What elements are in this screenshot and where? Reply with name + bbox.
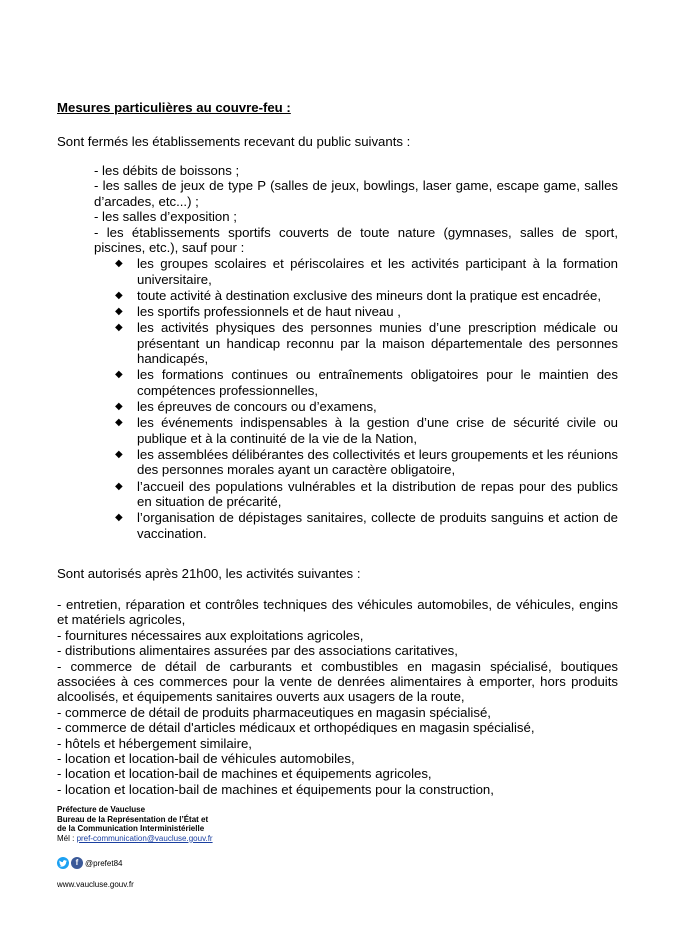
diamond-bullet-icon: ◆ — [115, 480, 123, 492]
closed-item: - les établissements sportifs couverts de toute nature (gymnases, salles de sport, piscines, etc.), sauf pour : — [94, 224, 618, 256]
diamond-bullet-icon: ◆ — [115, 306, 123, 318]
footer-bureau-line: de la Communication Interministérielle — [57, 824, 205, 834]
diamond-bullet-icon: ◆ — [115, 290, 123, 302]
footer-block — [57, 805, 213, 843]
section-heading: Mesures particulières au couvre-feu : — [57, 100, 291, 115]
twitter-icon[interactable] — [57, 857, 69, 869]
facebook-icon[interactable]: f — [71, 857, 83, 869]
authorized-item: - commerce de détail de carburants et combustibles en magasin spécialisé, boutiques associées à ces commerces pour la vente de denrées alimentaires à emporter, hors produits alcoolisés, et équipements sanitaires ouverts aux usagers de la route, — [57, 658, 618, 705]
exception-item: ◆ les activités physiques des personnes munies d’une prescription médicale ou présentant un handicap reconnu par la maison départementale des personnes handicapés, — [115, 320, 618, 367]
footer-bureau-line: Bureau de la Représentation de l’État et — [57, 814, 209, 824]
exception-item: ◆ les épreuves de concours ou d’examens, — [115, 399, 377, 415]
exception-item: ◆ l’accueil des populations vulnérables et la distribution de repas pour des publics en situation de précarité, — [115, 478, 618, 509]
authorized-item: - commerce de détail d'articles médicaux et orthopédiques en magasin spécialisé, — [57, 720, 535, 736]
social-row — [57, 857, 122, 869]
exception-item: ◆ les sportifs professionnels et de haut niveau , — [115, 304, 401, 320]
authorized-item: - entretien, réparation et contrôles techniques des véhicules automobiles, de véhicules, engins et matériels agricoles, — [57, 597, 618, 628]
exception-item: ◆ les formations continues ou entraînements obligatoires pour le maintien des compétences professionnelles, — [115, 367, 618, 398]
diamond-bullet-icon: ◆ — [115, 417, 123, 429]
mail-link[interactable]: pref-communication@vaucluse.gouv.fr — [76, 833, 213, 843]
exception-item: ◆ les événements indispensables à la gestion d’une crise de sécurité civile ou publique et à la continuité de la vie de la Nation, — [115, 415, 618, 446]
diamond-bullet-icon: ◆ — [115, 258, 123, 270]
footer-mail — [57, 834, 213, 844]
authorized-item: - fournitures nécessaires aux exploitations agricoles, — [57, 627, 364, 643]
closed-item: - les salles de jeux de type P (salles de jeux, bowlings, laser game, escape game, salles d’arcades, etc...) ; — [94, 178, 618, 209]
exception-list — [94, 256, 618, 540]
diamond-bullet-icon: ◆ — [115, 401, 123, 413]
exception-item: ◆ toute activité à destination exclusive des mineurs dont la pratique est encadrée, — [115, 288, 602, 304]
authorized-item: - commerce de détail de produits pharmaceutiques en magasin spécialisé, — [57, 704, 491, 720]
diamond-bullet-icon: ◆ — [115, 448, 123, 460]
diamond-bullet-icon: ◆ — [115, 322, 123, 334]
authorized-title: Sont autorisés après 21h00, les activités suivantes : — [57, 566, 361, 581]
social-handle[interactable]: @prefet84 — [85, 858, 123, 868]
closed-item: - les salles d’exposition ; — [94, 209, 237, 225]
footer-org: Préfecture de Vaucluse — [57, 805, 146, 814]
closed-list — [94, 163, 618, 541]
exception-item: ◆ l’organisation de dépistages sanitaires, collecte de produits sanguins et action de vaccination. — [115, 510, 618, 541]
authorized-item: - distributions alimentaires assurées par des associations caritatives, — [57, 643, 458, 659]
exception-item: ◆ les groupes scolaires et périscolaires et les activités participant à la formation universitaire, — [115, 256, 618, 287]
closed-item: - les débits de boissons ; — [94, 163, 240, 178]
closed-intro: Sont fermés les établissements recevant du public suivants : — [57, 134, 411, 149]
authorized-item: - location et location-bail de véhicules automobiles, — [57, 751, 355, 767]
authorized-list — [57, 597, 618, 797]
authorized-item: - location et location-bail de machines et équipements pour la construction, — [57, 781, 494, 797]
diamond-bullet-icon: ◆ — [115, 512, 123, 524]
mail-label: Mél : — [57, 833, 77, 843]
authorized-item: - location et location-bail de machines et équipements agricoles, — [57, 766, 432, 782]
website-link[interactable]: www.vaucluse.gouv.fr — [57, 880, 134, 889]
diamond-bullet-icon: ◆ — [115, 369, 123, 381]
authorized-item: - hôtels et hébergement similaire, — [57, 735, 252, 751]
exception-item: ◆ les assemblées délibérantes des collectivités et leurs groupements et les réunions des personnes morales ayant un caractère obligatoire, — [115, 446, 618, 478]
